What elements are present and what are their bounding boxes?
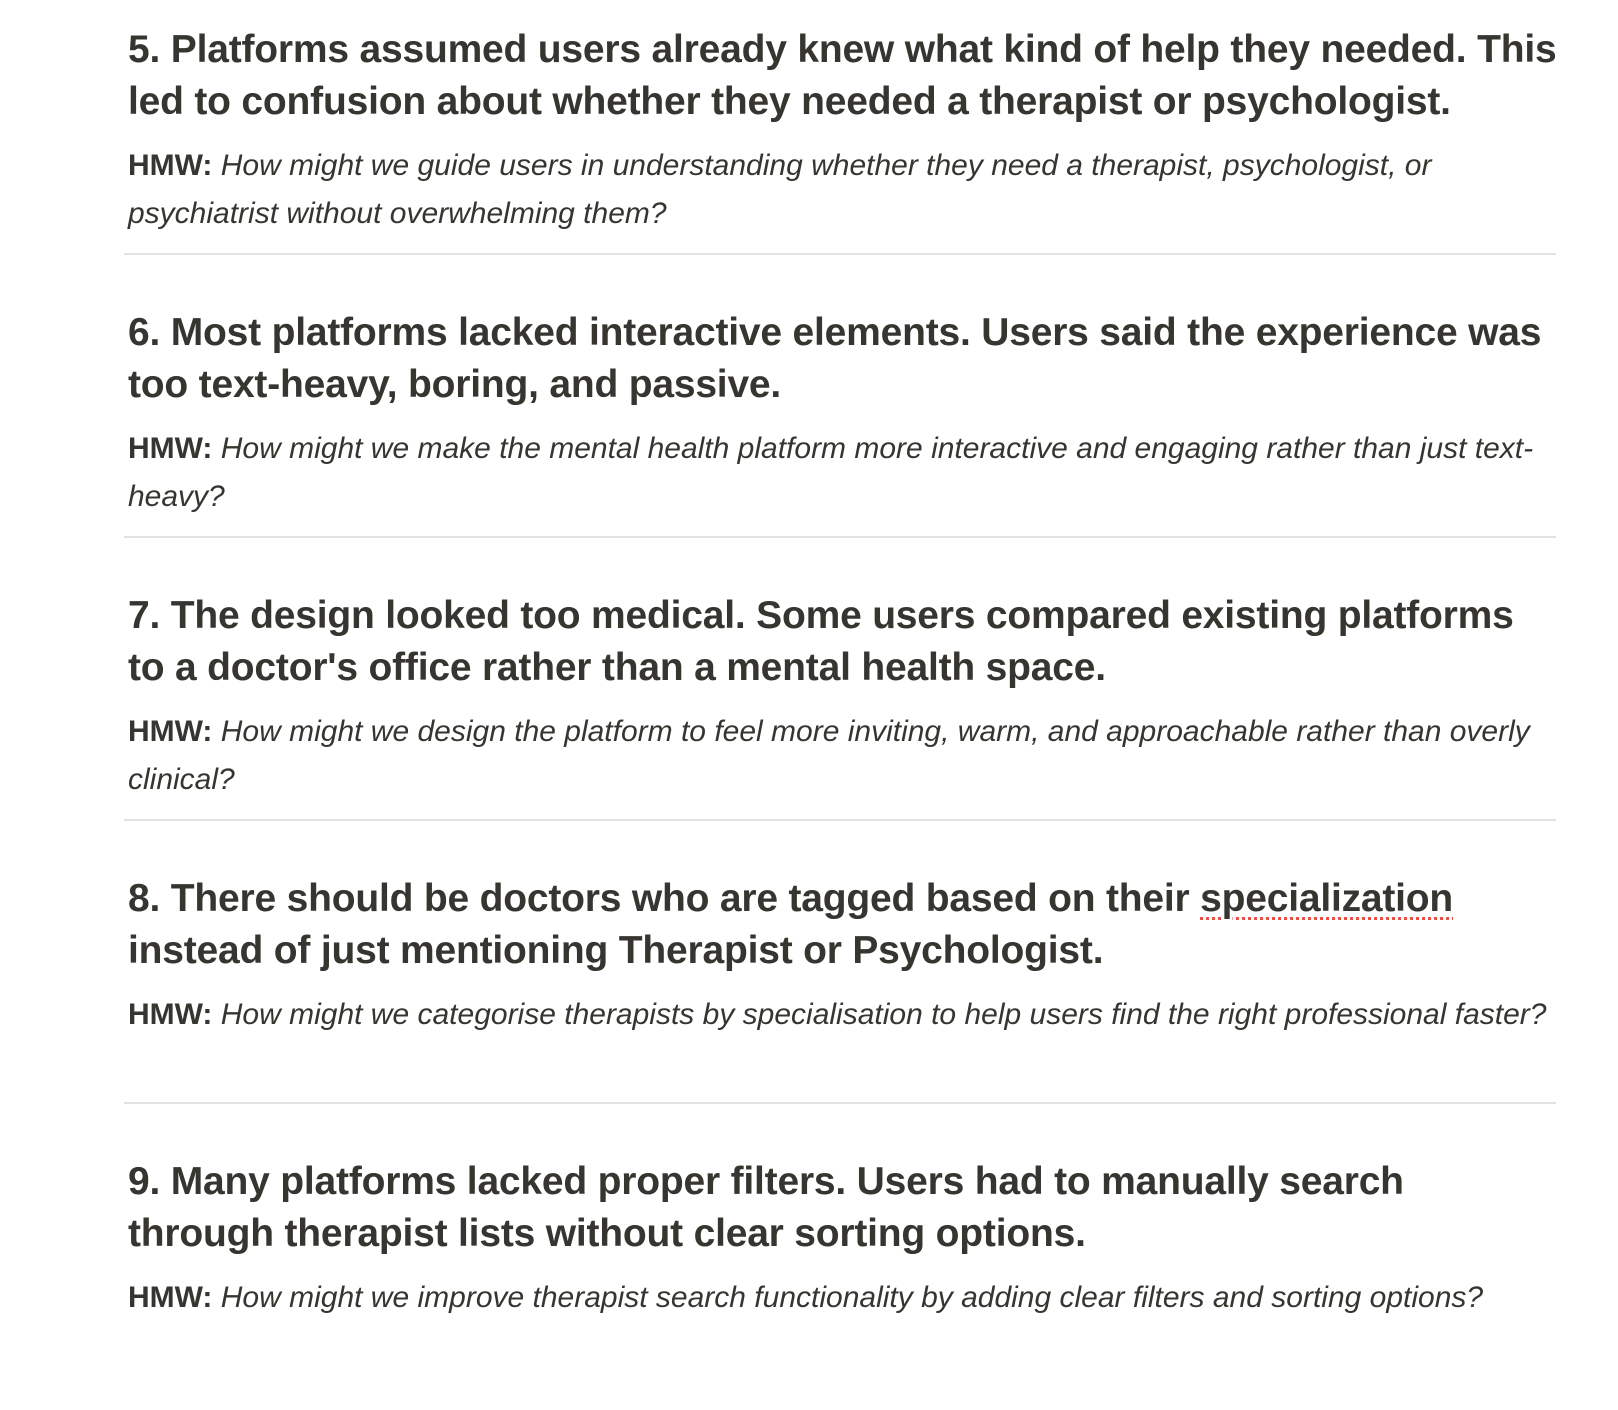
hmw-label: HMW:: [128, 1281, 213, 1314]
insight-text-after: instead of just mentioning Therapist or Psychologist.: [128, 929, 1104, 972]
insight-heading[interactable]: 7. The design looked too medical. Some users compared existing platforms to a doctor's office rather than a mental health space.: [128, 594, 1514, 689]
insight-block-6: [128, 307, 1558, 521]
hmw-label: HMW:: [128, 715, 213, 748]
hmw-question: How might we improve therapist search functionality by adding clear filters and sorting options?: [220, 1281, 1484, 1314]
insight-heading[interactable]: 6. Most platforms lacked interactive elements. Users said the experience was too text-heavy, boring, and passive.: [128, 311, 1542, 406]
insight-block-8: [128, 873, 1558, 1039]
divider: [124, 1102, 1556, 1104]
divider: [124, 536, 1556, 538]
hmw-paragraph[interactable]: [128, 142, 1558, 238]
hmw-question: How might we design the platform to feel more inviting, warm, and approachable rather than overly clinical?: [128, 715, 1530, 796]
insight-block-9: [128, 1156, 1558, 1322]
hmw-paragraph[interactable]: [128, 708, 1558, 804]
hmw-paragraph[interactable]: [128, 991, 1558, 1039]
hmw-paragraph[interactable]: [128, 1274, 1558, 1322]
hmw-label: HMW:: [128, 149, 213, 182]
hmw-label: HMW:: [128, 998, 213, 1031]
divider: [124, 253, 1556, 255]
hmw-question: How might we guide users in understanding whether they need a therapist, psychologist, or psychiatrist without overwhelming them?: [128, 149, 1432, 230]
insight-heading[interactable]: 5. Platforms assumed users already knew what kind of help they needed. This led to confusion about whether they needed a therapist or psychologist.: [128, 28, 1557, 123]
hmw-paragraph[interactable]: [128, 425, 1558, 521]
spellcheck-flagged-word[interactable]: specialization: [1200, 877, 1454, 920]
insight-heading[interactable]: [128, 873, 1558, 977]
hmw-label: HMW:: [128, 432, 213, 465]
insight-block-5: [128, 24, 1558, 238]
insight-text-before: 8. There should be doctors who are tagged based on their: [128, 877, 1201, 920]
hmw-question: How might we make the mental health platform more interactive and engaging rather than just text-heavy?: [128, 432, 1534, 513]
insight-heading[interactable]: 9. Many platforms lacked proper filters. Users had to manually search through therapist lists without clear sorting options.: [128, 1160, 1404, 1255]
hmw-question: How might we categorise therapists by specialisation to help users find the right professional faster?: [220, 998, 1547, 1031]
divider: [124, 819, 1556, 821]
insight-block-7: [128, 590, 1558, 804]
